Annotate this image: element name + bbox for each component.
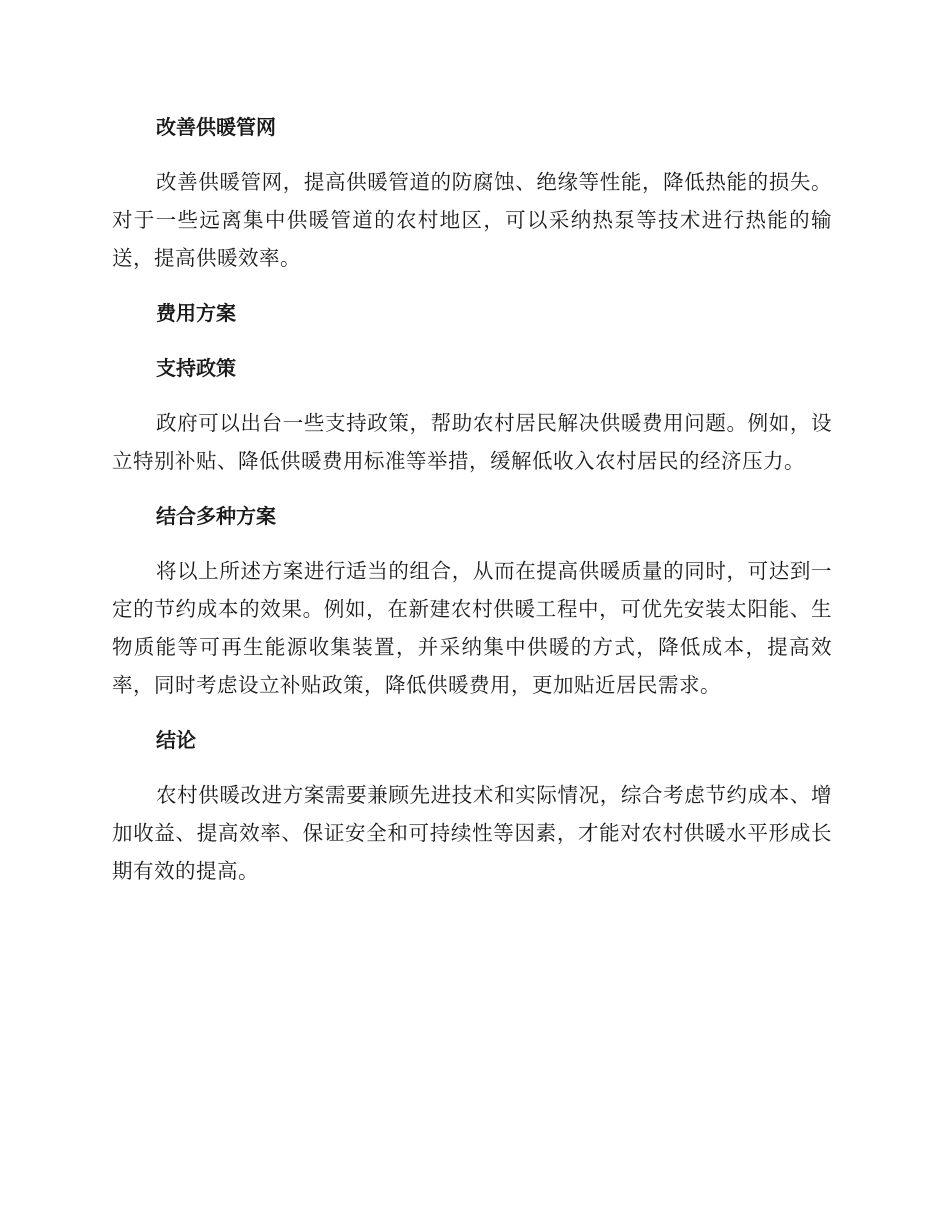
section-heading-cost-plan: 费用方案 [156,301,236,325]
document-page [112,108,832,907]
section-heading-heating-network: 改善供暖管网 [156,115,276,139]
section-heading-combined-plans: 结合多种方案 [156,504,276,528]
section-paragraph-combined-plans: 将以上所述方案进行适当的组合，从而在提高供暖质量的同时，可达到一定的节约成本的效果。例如，在新建农村供暖工程中，可优先安装太阳能、生物质能等可再生能源收集装置，并采纳集中供暖的方式，降低成本，提高效率，同时考虑设立补贴政策，降低供暖费用，更加贴近居民需求。 [112,559,832,697]
section-heading-support-policy: 支持政策 [156,356,236,380]
section-heading-conclusion: 结论 [156,728,196,752]
section-paragraph-conclusion: 农村供暖改进方案需要兼顾先进技术和实际情况，综合考虑节约成本、增加收益、提高效率、保证安全和可持续性等因素，才能对农村供暖水平形成长期有效的提高。 [112,783,832,883]
section-paragraph-support-policy: 政府可以出台一些支持政策，帮助农村居民解决供暖费用问题。例如，设立特别补贴、降低供暖费用标准等举措，缓解低收入农村居民的经济压力。 [112,411,832,473]
section-paragraph-heating-network: 改善供暖管网，提高供暖管道的防腐蚀、绝缘等性能，降低热能的损失。对于一些远离集中供暖管道的农村地区，可以采纳热泵等技术进行热能的输送，提高供暖效率。 [112,170,832,270]
